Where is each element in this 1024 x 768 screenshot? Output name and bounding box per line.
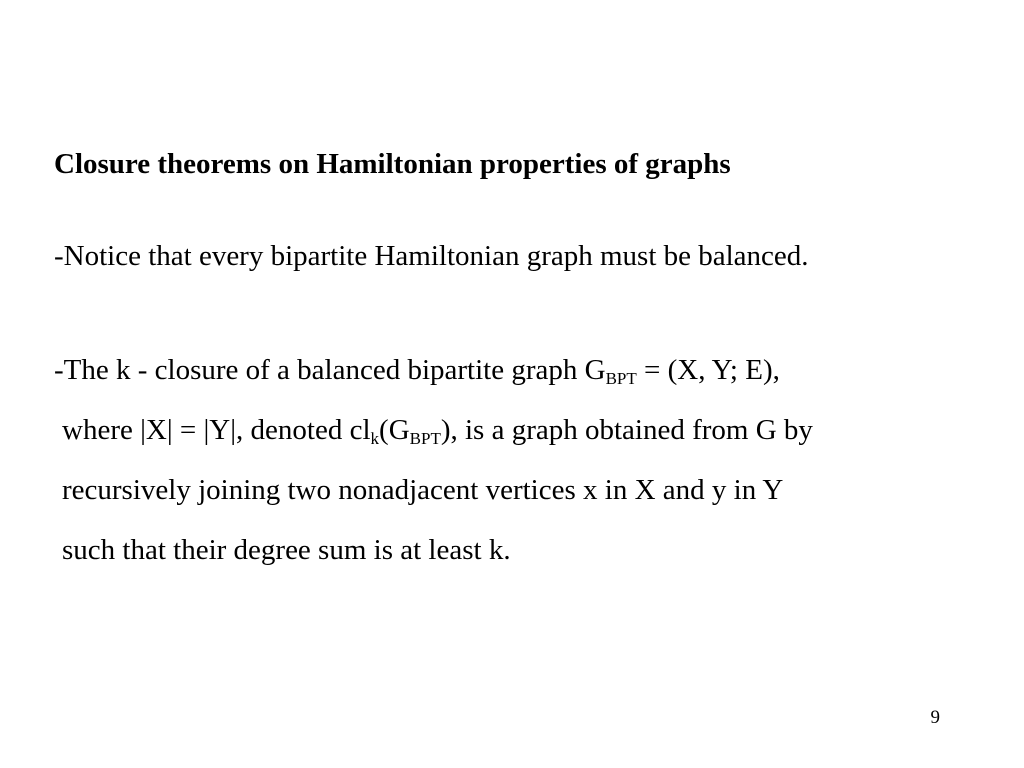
- definition-line-2-text-a: where |X| = |Y|, denoted cl: [62, 414, 371, 446]
- slide-title: Closure theorems on Hamiltonian properties of graphs: [54, 148, 731, 180]
- definition-line-4: such that their degree sum is at least k.: [62, 534, 511, 566]
- definition-line-1-text-b: = (X, Y; E),: [636, 354, 780, 386]
- paragraph-k-closure-definition: [54, 350, 813, 590]
- definition-line-2: [54, 410, 813, 470]
- definition-line-3: recursively joining two nonadjacent vertices x in X and y in Y: [62, 474, 784, 506]
- definition-line-1: [54, 350, 813, 410]
- definition-line-1-text-a: -The k - closure of a balanced bipartite graph G: [54, 354, 606, 386]
- bpt-subscript: BPT: [605, 369, 637, 388]
- definition-line-2-text-c: ), is a graph obtained from G by: [440, 414, 813, 446]
- bpt-subscript: BPT: [409, 429, 441, 448]
- paragraph-bipartite-balanced: -Notice that every bipartite Hamiltonian graph must be balanced.: [54, 240, 809, 272]
- k-subscript: k: [370, 429, 380, 448]
- definition-line-2-text-b: (G: [379, 414, 410, 446]
- page-number: 9: [930, 707, 940, 728]
